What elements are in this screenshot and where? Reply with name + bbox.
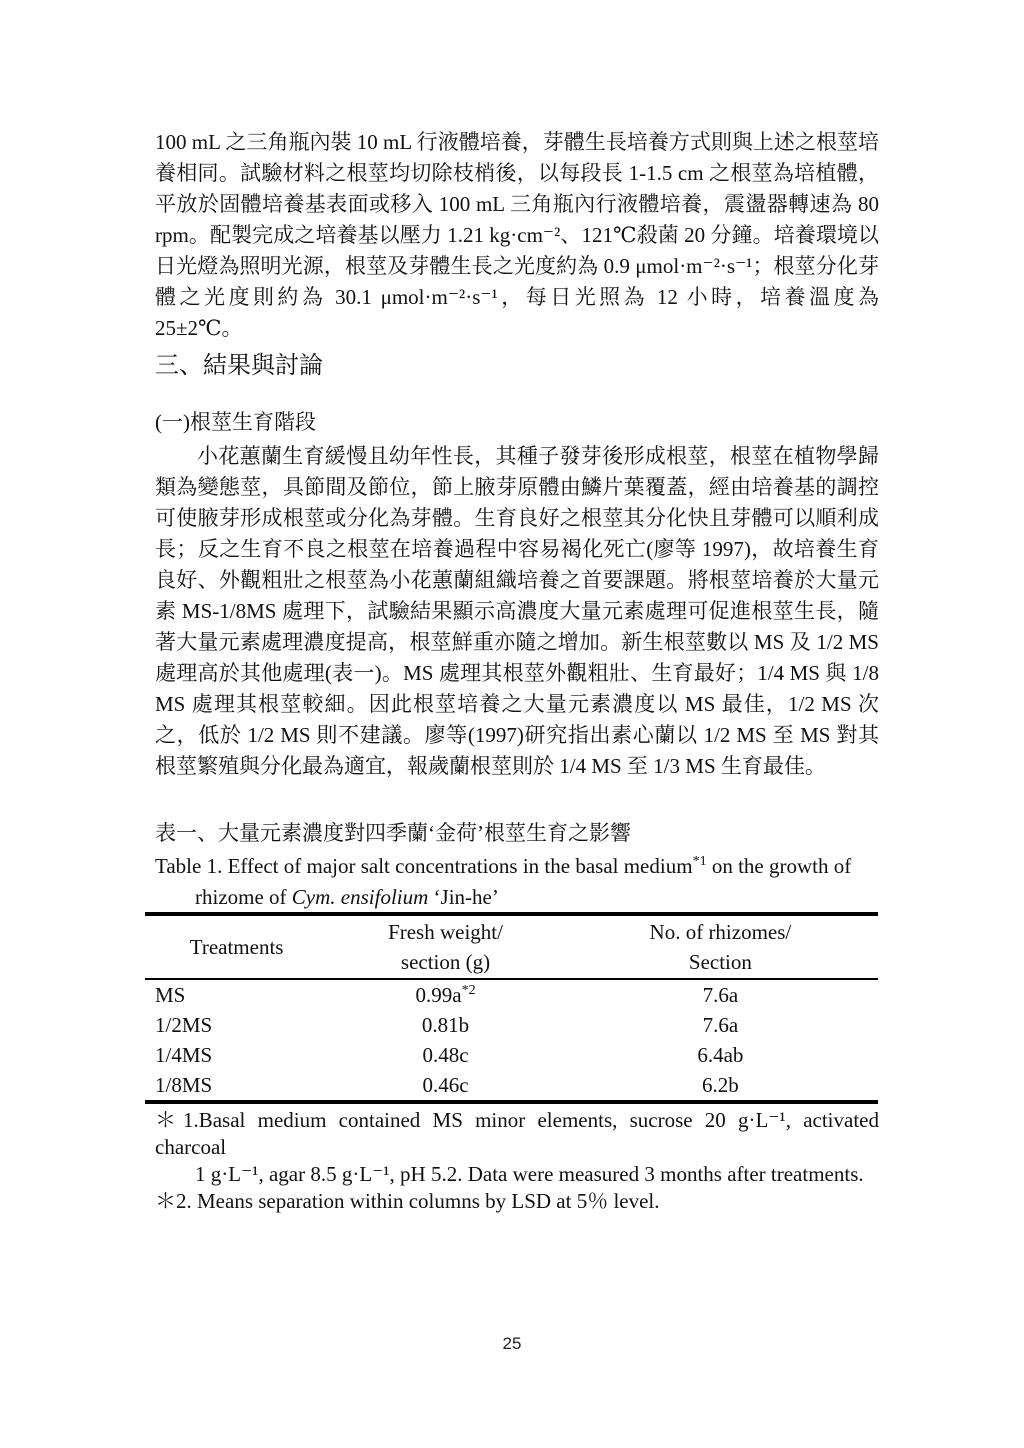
footnote-2: ＊2. Means separation within columns by LSD at 5％ level.: [155, 1189, 660, 1213]
footnote-marker-2: *2: [461, 983, 476, 998]
cultivar-name: ‘Jin-he’: [428, 885, 499, 909]
caption-en-line1-tail: on the growth of: [706, 854, 852, 878]
treatment-cell: 1/8MS: [155, 1073, 213, 1097]
caption-en-line1-text: Table 1. Effect of major salt concentrations in the basal medium: [155, 854, 693, 878]
results-table: [145, 912, 878, 1104]
treatment-cell: MS: [155, 983, 186, 1007]
rhizomes-cell: 6.4ab: [697, 1043, 744, 1067]
fresh-weight-value: 0.48c: [422, 1043, 469, 1067]
table-caption-en: [155, 851, 879, 913]
rhizomes-header-line2: Section: [688, 950, 752, 974]
fresh-weight-value: 0.46c: [422, 1073, 469, 1097]
table-row: [145, 979, 878, 1010]
table-footnotes: [155, 1107, 879, 1215]
footnote-1-line2: 1 g·L⁻¹, agar 8.5 g·L⁻¹, pH 5.2. Data were measured 3 months after treatments.: [195, 1162, 864, 1186]
page-number: 25: [502, 1334, 522, 1353]
fresh-weight-value: 0.99a: [415, 983, 462, 1007]
caption-en-line2-pre: rhizome of: [195, 885, 292, 909]
species-name: Cym. ensifolium: [291, 885, 429, 909]
body-paragraph-1: 100 mL 之三角瓶內裝 10 mL 行液體培養，芽體生長培養方式則與上述之根莖培養相同。試驗材料之根莖均切除枝梢後，以每段長 1-1.5 cm 之根莖為培植體，平放於固體培養基表面或移入 100 mL 三角瓶內行液體培養，震盪器轉速為 80 rpm。配製完成之培養基以壓力 1.21 kg·cm⁻²、121℃殺菌 20 分鐘。培養環境以日光燈為照明光源，根莖及芽體生長之光度約為 0.9 μmol·m⁻²·s⁻¹；根莖分化芽體之光度則約為 30.1 μmol·m⁻²·s⁻¹，每日光照為 12 小時，培養溫度為 25±2℃。: [155, 130, 879, 340]
table-row: [145, 1070, 878, 1102]
subsection-heading: (一)根莖生育階段: [155, 410, 316, 434]
col-header-rhizomes: [563, 914, 878, 979]
table-row: [145, 1040, 878, 1070]
fresh-weight-value: 0.81b: [421, 1013, 470, 1037]
fresh-weight-header-line2: section (g): [400, 950, 491, 974]
table-caption-zh: 表一、大量元素濃度對四季蘭‘金荷’根莖生育之影響: [155, 821, 631, 845]
table-row: [145, 1010, 878, 1040]
table-header-row: [145, 914, 878, 979]
treatment-cell: 1/2MS: [155, 1013, 213, 1037]
fresh-weight-header-line1: Fresh weight/: [388, 920, 503, 944]
rhizomes-cell: 7.6a: [702, 983, 739, 1007]
col-header-fresh-weight: [328, 914, 563, 979]
treatment-cell: 1/4MS: [155, 1043, 213, 1067]
fresh-weight-cell: [328, 1040, 563, 1070]
fresh-weight-cell: [328, 1010, 563, 1040]
rhizomes-cell: 6.2b: [702, 1073, 739, 1097]
footnote-1: [155, 1107, 879, 1188]
fresh-weight-cell: [328, 979, 563, 1010]
footnote-1-line1: ＊1.Basal medium contained MS minor elements, sucrose 20 g·L⁻¹, activated charcoal: [155, 1108, 879, 1159]
rhizomes-header-line1: No. of rhizomes/: [649, 920, 792, 944]
fresh-weight-cell: [328, 1070, 563, 1102]
rhizomes-cell: 7.6a: [702, 1013, 739, 1037]
section-heading: 三、結果與討論: [155, 353, 323, 379]
caption-en-line2: [195, 882, 879, 913]
body-paragraph-2: 小花蕙蘭生育緩慢且幼年性長，其種子發芽後形成根莖，根莖在植物學歸類為變態莖，具節間及節位，節上腋芽原體由鱗片葉覆蓋，經由培養基的調控可使腋芽形成根莖或分化為芽體。生育良好之根莖其分化快且芽體可以順利成長；反之生育不良之根莖在培養過程中容易褐化死亡(廖等 1997)，故培養生育良好、外觀粗壯之根莖為小花蕙蘭組織培養之首要課題。將根莖培養於大量元素 MS-1/8MS 處理下，試驗結果顯示高濃度大量元素處理可促進根莖生長，隨著大量元素處理濃度提高，根莖鮮重亦隨之增加。新生根莖數以 MS 及 1/2 MS 處理高於其他處理(表一)。MS 處理其根莖外觀粗壯、生育最好；1/4 MS 與 1/8 MS 處理其根莖較細。因此根莖培養之大量元素濃度以 MS 最佳，1/2 MS 次之，低於 1/2 MS 則不建議。廖等(1997)研究指出素心蘭以 1/2 MS 至 MS 對其根莖繁殖與分化最為適宜，報歲蘭根莖則於 1/4 MS 至 1/3 MS 生育最佳。: [155, 444, 879, 778]
col-header-treatments: Treatments: [145, 914, 328, 979]
caption-footnote-marker-1: *1: [692, 854, 707, 869]
